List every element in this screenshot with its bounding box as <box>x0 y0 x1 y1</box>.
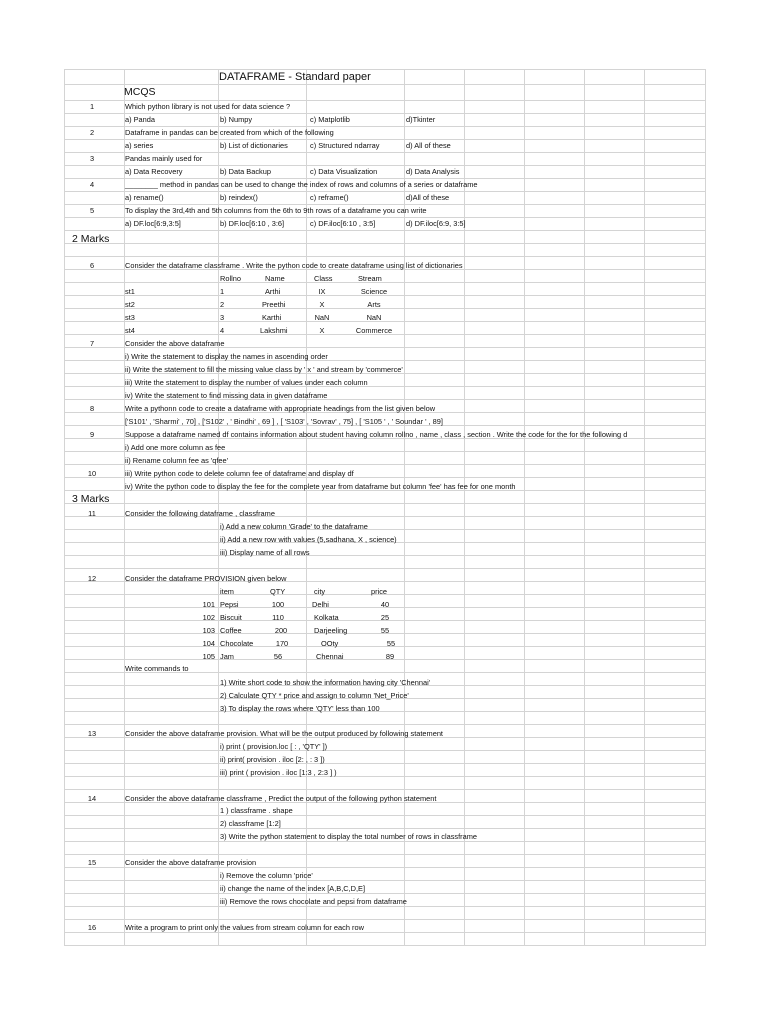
q6-row-index: st1 <box>125 287 135 296</box>
q16-text: Write a program to print only the values from stream column for each row <box>125 923 364 932</box>
grid-row-line <box>64 69 706 70</box>
q14-number: 14 <box>87 794 97 803</box>
grid-row-line <box>64 906 706 907</box>
grid-row-line <box>64 100 706 101</box>
grid-row-line <box>64 854 706 855</box>
q6-header-rollno: Rollno <box>220 274 241 283</box>
q16-number: 16 <box>87 923 97 932</box>
q12-cell-qty: 110 <box>272 613 284 622</box>
q5-text: To display the 3rd,4th and 5th columns from the 6th to 9th rows of a dataframe you can write <box>125 206 427 215</box>
grid-column-line <box>218 69 219 945</box>
q2-text: Dataframe in pandas can be created from which of the following <box>125 128 334 137</box>
q6-cell-stream: Science <box>360 287 388 296</box>
grid-row-line <box>64 126 706 127</box>
q6-cell-class: X <box>319 326 325 335</box>
q12-cell-city: Kolkata <box>314 613 339 622</box>
grid-row-line <box>64 880 706 881</box>
q1-option-b: b) Numpy <box>220 115 253 124</box>
q6-header-class: Class <box>314 274 333 283</box>
q12-row-index: 105 <box>202 652 215 661</box>
q6-cell-name: Preethi <box>262 300 286 309</box>
q12-cell-price: 40 <box>380 600 390 609</box>
q12-cell-city: Darjeeling <box>314 626 348 635</box>
q11-part-ii: ii) Add a new row with values (5,sadhana, X , science) <box>220 535 397 544</box>
grid-column-line <box>404 69 405 945</box>
q12-cell-city: OOty <box>321 639 339 648</box>
q6-cell-stream: Commerce <box>355 326 393 335</box>
q13-number: 13 <box>87 729 97 738</box>
q6-cell-rollno: 4 <box>220 326 225 335</box>
grid-row-line <box>64 243 706 244</box>
q15-number: 15 <box>87 858 97 867</box>
q12-command-3: 3) To display the rows where 'QTY' less than 100 <box>220 704 380 713</box>
q12-row-index: 104 <box>202 639 215 648</box>
q1-text: Which python library is not used for data science ? <box>125 102 291 111</box>
q12-text: Consider the dataframe PROVISION given below <box>125 574 287 583</box>
grid-row-line <box>64 113 706 114</box>
q14-text: Consider the above dataframe classframe , Predict the output of the following python statement <box>125 794 437 803</box>
q14-part-2: 2) classframe [1:2] <box>220 819 281 828</box>
q7-part-i: i) Write the statement to display the names in ascending order <box>125 352 328 361</box>
q11-part-i: i) Add a new column 'Grade' to the dataframe <box>220 522 368 531</box>
grid-row-line <box>64 529 706 530</box>
q8-list: ['S101' , 'Sharmi' , 70] , ['S102' , ' Bindhi' , 69 ] , [ 'S103' , 'Sovrav' , 75] , [ 'S105 ' , ' Soundar ' , 89] <box>125 417 443 426</box>
q15-text: Consider the above dataframe provision <box>125 858 257 867</box>
grid-column-line <box>705 69 706 945</box>
grid-column-line <box>584 69 585 945</box>
q6-cell-class: IX <box>318 287 326 296</box>
q12-cell-qty: 56 <box>273 652 283 661</box>
q12-commands-label: Write commands to <box>125 664 189 673</box>
q15-part-i: i) Remove the column 'price' <box>220 871 313 880</box>
q12-header-city: city <box>314 587 326 596</box>
q5-option-b: b) DF.loc[6:10 , 3:6] <box>220 219 285 228</box>
grid-column-line <box>524 69 525 945</box>
q12-row-index: 102 <box>202 613 215 622</box>
q7-number: 7 <box>89 339 95 348</box>
q6-text: Consider the dataframe classframe . Write the python code to create dataframe using list of dictionaries <box>125 261 463 270</box>
page-title: DATAFRAME - Standard paper <box>219 71 371 83</box>
grid-row-line <box>64 568 706 569</box>
grid-row-line <box>64 789 706 790</box>
q12-number: 12 <box>87 574 97 583</box>
grid-row-line <box>64 893 706 894</box>
q6-header-name: Name <box>265 274 285 283</box>
q2-option-b: b) List of dictionaries <box>220 141 288 150</box>
grid-row-line <box>64 555 706 556</box>
q4-number: 4 <box>89 180 95 189</box>
q11-number: 11 <box>88 509 96 518</box>
grid-row-line <box>64 776 706 777</box>
q9-part-ii: ii) Rename column fee as 'qfee' <box>125 456 229 465</box>
q6-cell-rollno: 1 <box>220 287 225 296</box>
q3-option-b: b) Data Backup <box>220 167 271 176</box>
grid-row-line <box>64 139 706 140</box>
q14-part-3: 3) Write the python statement to display the total number of rows in classframe <box>220 832 478 841</box>
q1-option-d: d)Tkinter <box>406 115 436 124</box>
grid-row-line <box>64 945 706 946</box>
q3-option-a: a) Data Recovery <box>125 167 183 176</box>
q12-cell-price: 25 <box>380 613 390 622</box>
grid-row-line <box>64 711 706 712</box>
q6-cell-rollno: 3 <box>220 313 225 322</box>
q12-cell-qty: 200 <box>274 626 288 635</box>
q9-part-i: i) Add one more column as fee <box>125 443 226 452</box>
q13-text: Consider the above dataframe provision. What will be the output produced by following statement <box>125 729 443 738</box>
q12-cell-price: 55 <box>386 639 396 648</box>
q12-cell-qty: 170 <box>275 639 289 648</box>
grid-column-line <box>306 69 307 945</box>
q13-part-iii: iii) print ( provision . iloc [1:3 , 2:3 ] ) <box>220 768 337 777</box>
q7-text: Consider the above dataframe <box>125 339 225 348</box>
q3-option-d: d) Data Analysis <box>406 167 460 176</box>
q2-number: 2 <box>89 128 95 137</box>
q12-cell-qty: 100 <box>271 600 285 609</box>
q4-option-a: a) rename() <box>125 193 164 202</box>
grid-row-line <box>64 828 706 829</box>
q5-option-a: a) DF.loc[6:9,3:5] <box>125 219 181 228</box>
q3-number: 3 <box>89 154 95 163</box>
q12-header-qty: QTY <box>270 587 286 596</box>
q9-number: 9 <box>89 430 95 439</box>
q9-text: Suppose a dataframe named df contains information about student having column rollno , name , class , section . Write the code for the for the following d <box>125 430 628 439</box>
q1-option-c: c) Matplotlib <box>310 115 350 124</box>
q1-number: 1 <box>89 102 95 111</box>
grid-row-line <box>64 191 706 192</box>
grid-row-line <box>64 724 706 725</box>
grid-row-line <box>64 204 706 205</box>
q2-option-a: a) series <box>125 141 154 150</box>
q1-option-a: a) Panda <box>125 115 155 124</box>
q12-cell-price: 55 <box>380 626 390 635</box>
q6-cell-name: Arthi <box>265 287 281 296</box>
q7-part-ii: ii) Write the statement to fill the missing value class by ' x ' and stream by 'commerce' <box>125 365 403 374</box>
q6-number: 6 <box>89 261 95 270</box>
q12-header-item: item <box>220 587 234 596</box>
q3-text: Pandas mainly used for <box>125 154 203 163</box>
grid-row-line <box>64 256 706 257</box>
q12-cell-city: Delhi <box>312 600 329 609</box>
q4-text: ________ method in pandas can be used to change the index of rows and columns of a series or dataframe <box>125 180 478 189</box>
q2-option-d: d) All of these <box>406 141 451 150</box>
q12-command-2: 2) Calculate QTY * price and assign to column 'Net_Price' <box>220 691 409 700</box>
grid-row-line <box>64 165 706 166</box>
grid-row-line <box>64 152 706 153</box>
grid-row-line <box>64 763 706 764</box>
q6-cell-name: Karthi <box>262 313 282 322</box>
q6-cell-class: X <box>319 300 325 309</box>
q11-text: Consider the following dataframe , classframe <box>125 509 275 518</box>
q6-header-stream: Stream <box>358 274 382 283</box>
q7-part-iv: iv) Write the statement to find missing data in given dataframe <box>125 391 328 400</box>
q13-part-ii: ii) print( provision . iloc [2: , : 3 ]) <box>220 755 325 764</box>
q6-row-index: st4 <box>125 326 135 335</box>
grid-row-line <box>64 84 706 85</box>
grid-row-line <box>64 919 706 920</box>
q6-cell-class: NaN <box>314 313 330 322</box>
grid-row-line <box>64 841 706 842</box>
section-2-marks: 2 Marks <box>72 233 110 245</box>
grid-row-line <box>64 230 706 231</box>
grid-row-line <box>64 750 706 751</box>
q14-part-1: 1 ) classframe . shape <box>220 806 293 815</box>
q12-cell-item: Jam <box>220 652 234 661</box>
grid-row-line <box>64 867 706 868</box>
q5-option-c: c) DF.iloc[6:10 , 3:5] <box>310 219 376 228</box>
q2-option-c: c) Structured ndarray <box>310 141 380 150</box>
q7-part-iii: iii) Write the statement to display the number of values under each column <box>125 378 368 387</box>
grid-row-line <box>64 282 706 283</box>
q5-option-d: d) DF.iloc[6:9, 3:5] <box>406 219 466 228</box>
grid-row-line <box>64 815 706 816</box>
q12-cell-price: 89 <box>385 652 395 661</box>
grid-column-line <box>464 69 465 945</box>
q12-cell-city: Chennai <box>316 652 344 661</box>
q6-cell-stream: Arts <box>367 300 381 309</box>
q6-cell-name: Lakshmi <box>260 326 288 335</box>
q12-row-index: 101 <box>202 600 215 609</box>
q4-option-c: c) reframe() <box>310 193 349 202</box>
q15-part-ii: ii) change the name of the index [A,B,C,D,E] <box>220 884 366 893</box>
q12-command-1: 1) Write short code to show the information having city 'Chennai' <box>220 678 431 687</box>
q12-header-price: price <box>371 587 388 596</box>
grid-row-line <box>64 217 706 218</box>
q8-text: Write a pythonn code to create a dataframe with appropriate headings from the list given below <box>125 404 436 413</box>
q6-cell-stream: NaN <box>366 313 382 322</box>
section-mcq: MCQS <box>124 86 156 98</box>
grid-row-line <box>64 932 706 933</box>
q8-number: 8 <box>89 404 95 413</box>
q3-option-c: c) Data Visualization <box>310 167 378 176</box>
q10-number: 10 <box>87 469 97 478</box>
q5-number: 5 <box>89 206 95 215</box>
grid-column-line <box>644 69 645 945</box>
grid-row-line <box>64 178 706 179</box>
q4-option-b: b) reindex() <box>220 193 258 202</box>
q6-cell-rollno: 2 <box>220 300 225 309</box>
q12-cell-item: Coffee <box>220 626 242 635</box>
q15-part-iii: iii) Remove the rows chocolate and pepsi from dataframe <box>220 897 407 906</box>
q10-part-iv: iv) Write the python code to display the fee for the complete year from dataframe but column 'fee' has fee for one month <box>125 482 516 491</box>
q12-cell-item: Pepsi <box>220 600 239 609</box>
q4-option-d: d)All of these <box>406 193 450 202</box>
section-3-marks: 3 Marks <box>72 493 110 505</box>
q13-part-i: i) print ( provision.loc [ : , 'QTY' ]) <box>220 742 328 751</box>
q10-part-iii: iii) Write python code to delete column fee of dataframe and display df <box>125 469 354 478</box>
q11-part-iii: iii) Display name of all rows <box>220 548 310 557</box>
q12-cell-item: Biscuit <box>220 613 242 622</box>
grid-column-line <box>64 69 65 945</box>
q6-row-index: st2 <box>125 300 135 309</box>
grid-row-line <box>64 503 706 504</box>
q12-cell-item: Chocolate <box>220 639 254 648</box>
q6-row-index: st3 <box>125 313 135 322</box>
q12-row-index: 103 <box>202 626 215 635</box>
